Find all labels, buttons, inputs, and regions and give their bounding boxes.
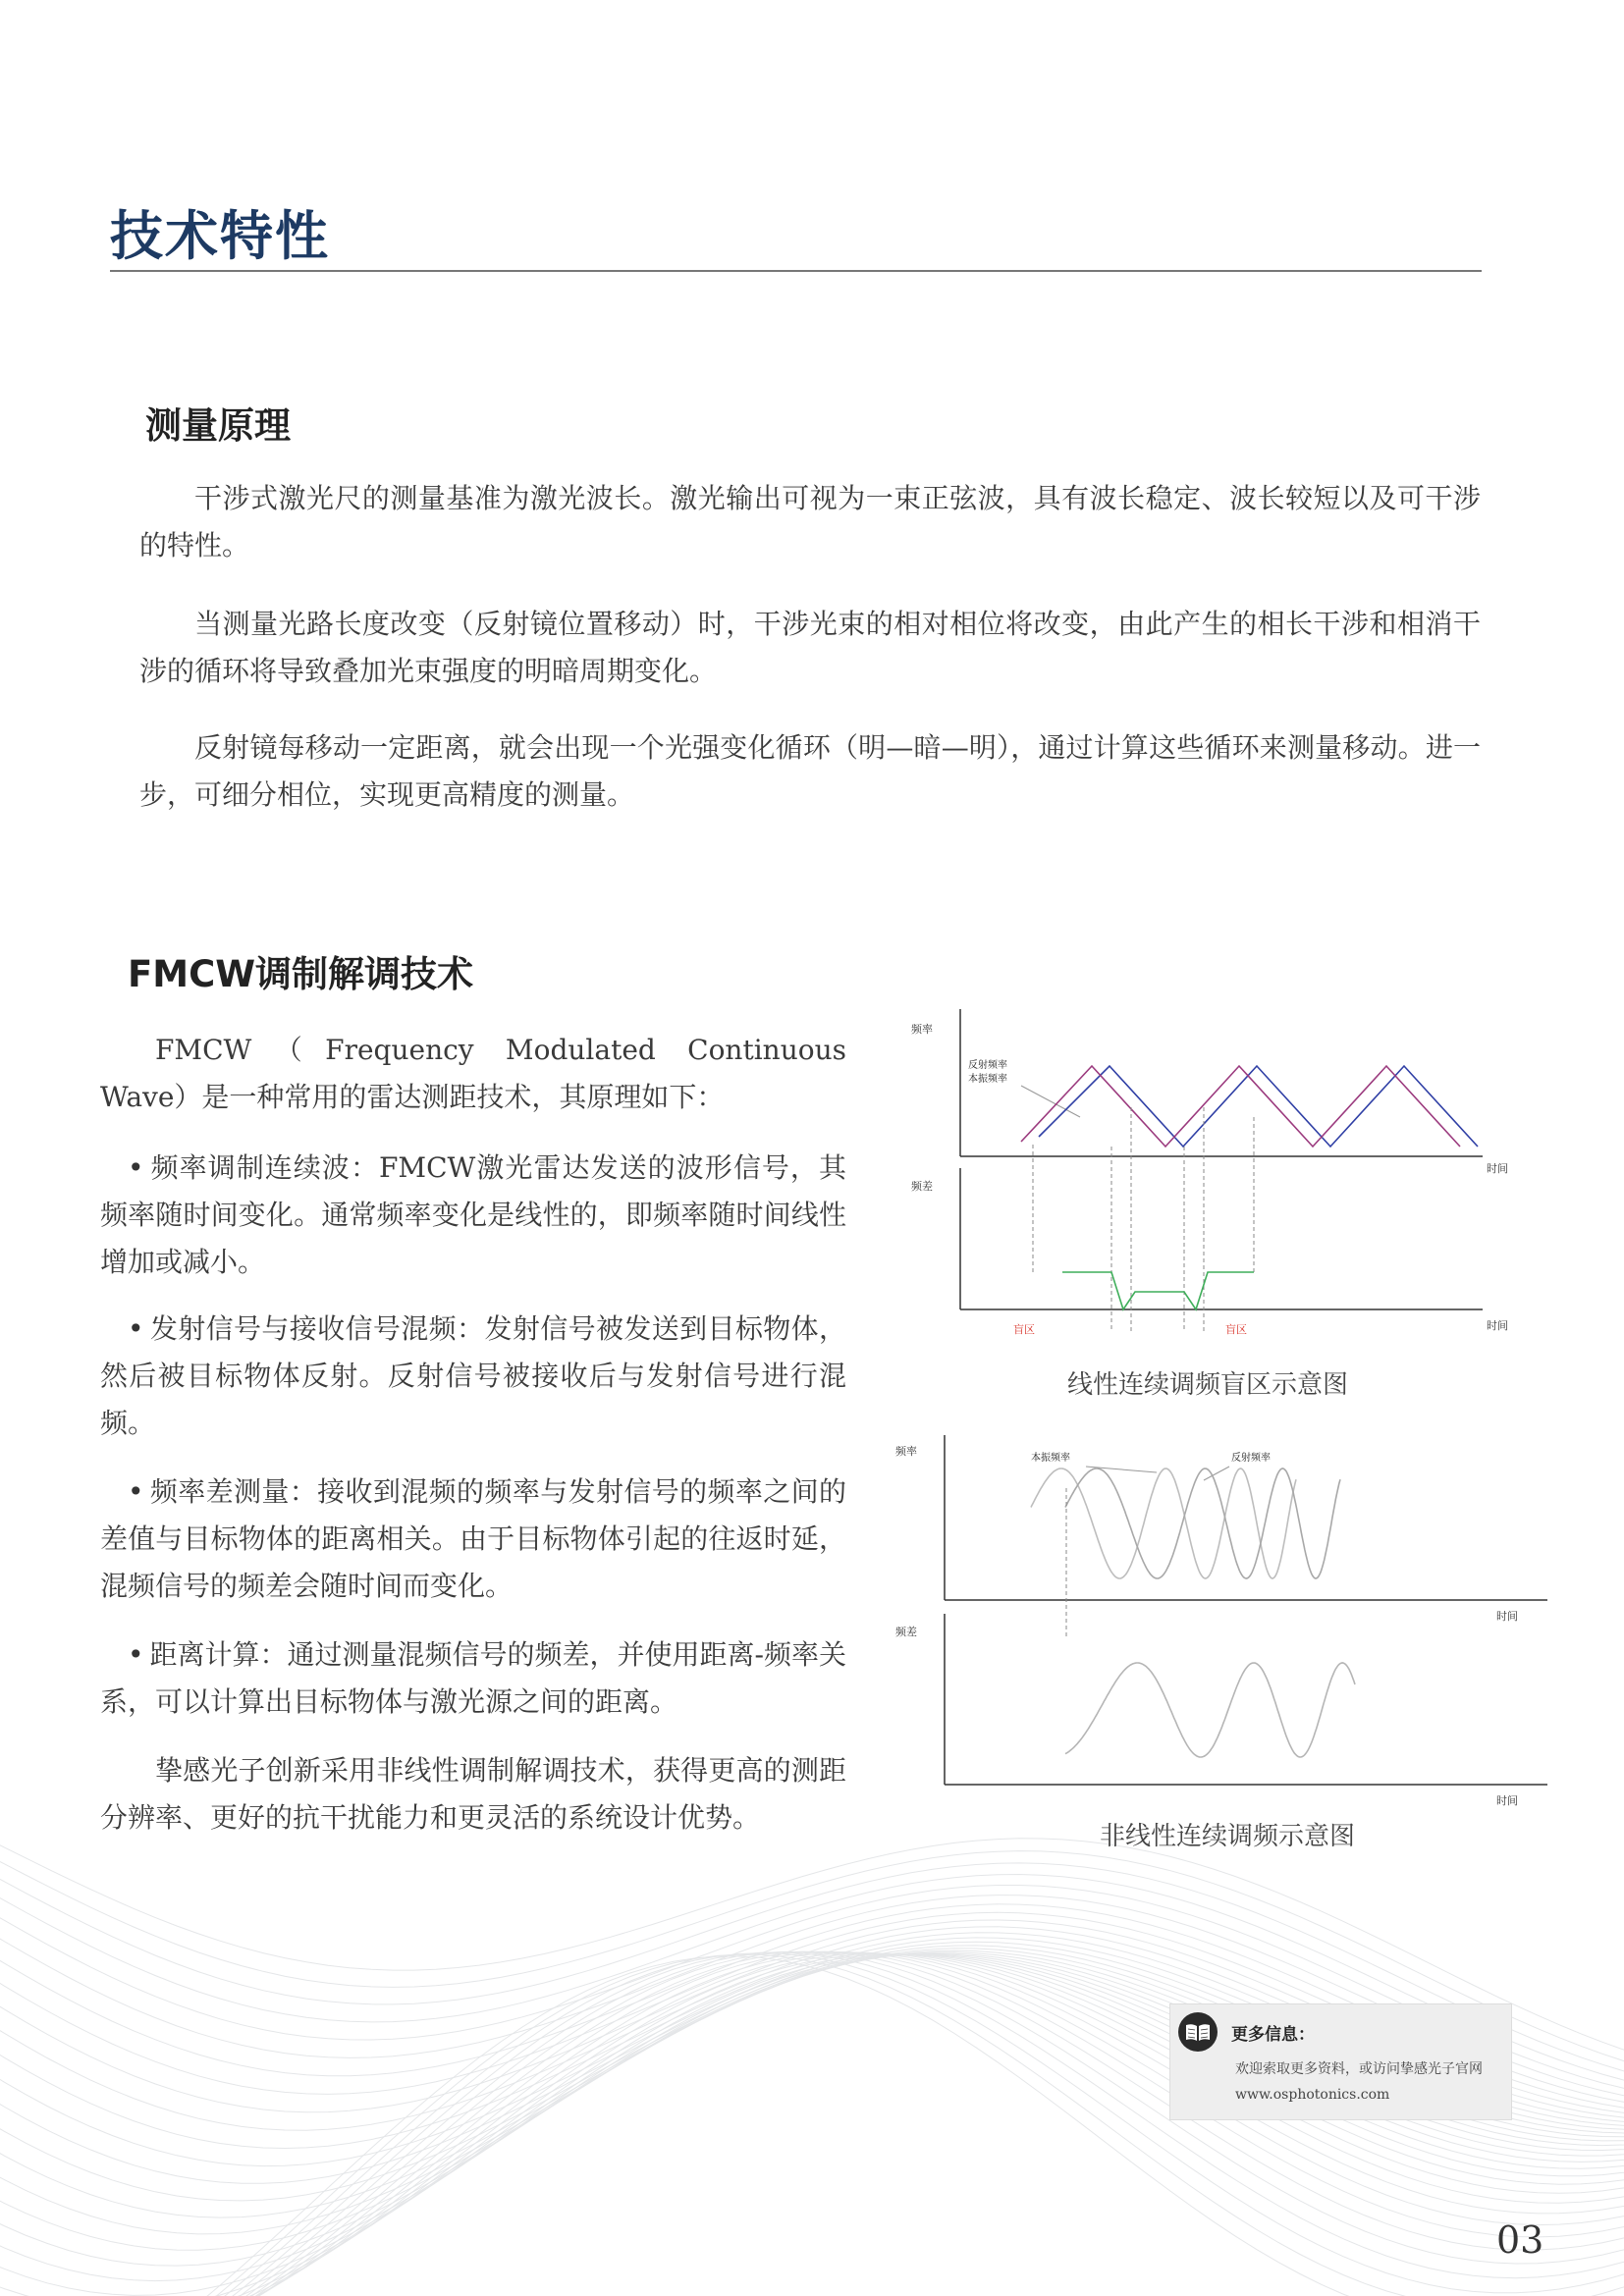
- bullet-dot: •: [128, 1151, 144, 1184]
- d1-frequency-difference-line: [1062, 1272, 1254, 1309]
- fmcw-closing: 挚感光子创新采用非线性调制解调技术，获得更高的测距分辨率、更好的抗干扰能力和更灵活的系统设计优势。: [100, 1754, 846, 1834]
- d2-y-label-top: 频率: [895, 1445, 917, 1458]
- page-number: 03: [1496, 2218, 1544, 2262]
- section-title-measurement-principle: 测量原理: [145, 404, 291, 447]
- principle-paragraph-3: 反射镜每移动一定距离，就会出现一个光强变化循环（明—暗—明），通过计算这些循环来测量移动。进一步，可细分相位，实现更高精度的测量。: [139, 731, 1481, 811]
- fmcw-bullet-3: [100, 1468, 846, 1610]
- fmcw-intro: FMCW（Frequency Modulated Continuous Wave）是一种常用的雷达测距技术，其原理如下：: [100, 1034, 846, 1113]
- d2-x-label-top: 时间: [1496, 1610, 1518, 1623]
- fmcw-bullet-1: [100, 1145, 846, 1286]
- d1-x-label-top: 时间: [1487, 1162, 1508, 1175]
- d2-x-label-bottom: 时间: [1496, 1794, 1518, 1807]
- d1-reflected-frequency-line: [1039, 1066, 1478, 1147]
- d1-x-label-bottom: 时间: [1487, 1319, 1508, 1332]
- principle-paragraph-1: 干涉式激光尺的测量基准为激光波长。激光输出可视为一束正弦波，具有波长稳定、波长较短以及可干涉的特性。: [139, 482, 1481, 561]
- d2-legend-pointer-1: [1086, 1467, 1157, 1472]
- d1-local-frequency-line: [1021, 1066, 1460, 1147]
- more-info-text: 欢迎索取更多资料，或访问挚感光子官网: [1235, 2061, 1483, 2077]
- d1-legend-local: 本振频率: [968, 1074, 1007, 1085]
- d1-caption: 线性连续调频盲区示意图: [1066, 1370, 1348, 1400]
- bullet-dot: •: [128, 1312, 144, 1345]
- bullet-dot: •: [128, 1638, 144, 1671]
- fmcw-bullet-4: [100, 1631, 846, 1726]
- bullet-dot: •: [128, 1475, 144, 1508]
- title-divider: [110, 270, 1482, 272]
- d1-y-label-top: 频率: [911, 1023, 933, 1036]
- bullet-text: 频率差测量：接收到混频的频率与发射信号的频率之间的差值与目标物体的距离相关。由于目标物体引起的往返时延，混频信号的频差会随时间而变化。: [100, 1475, 846, 1602]
- more-info-title: 更多信息：: [1231, 2025, 1315, 2045]
- d1-guide-lines: [1033, 1107, 1254, 1331]
- d1-y-label-bottom: 频差: [911, 1180, 933, 1193]
- d1-blind-zone-label-2: 盲区: [1225, 1323, 1247, 1336]
- page-title: 技术特性: [110, 205, 330, 267]
- d2-frequency-difference-curve: [1065, 1663, 1355, 1757]
- book-icon: [1176, 2010, 1219, 2054]
- d1-legend-pointer: [1021, 1086, 1080, 1117]
- principle-paragraph-2: 当测量光路长度改变（反射镜位置移动）时，干涉光束的相对相位将改变，由此产生的相长干涉和相消干涉的循环将导致叠加光束强度的明暗周期变化。: [139, 608, 1481, 687]
- bullet-text: 频率调制连续波：FMCW激光雷达发送的波形信号，其频率随时间变化。通常频率变化是线性的，即频率随时间线性增加或减小。: [100, 1151, 846, 1278]
- bullet-text: 距离计算：通过测量混频信号的频差，并使用距离-频率关系，可以计算出目标物体与激光源之间的距离。: [100, 1638, 846, 1718]
- fmcw-bullet-2: [100, 1306, 846, 1447]
- d2-caption: 非线性连续调频示意图: [1099, 1822, 1355, 1851]
- website-link[interactable]: www.osphotonics.com: [1235, 2087, 1390, 2103]
- bullet-text: 发射信号与接收信号混频：发射信号被发送到目标物体，然后被目标物体反射。反射信号被接收后与发射信号进行混频。: [100, 1312, 846, 1439]
- nonlinear-fmcw-diagram: [884, 1425, 1571, 1818]
- d2-y-label-bottom: 频差: [895, 1626, 917, 1638]
- d2-legend-reflected: 反射频率: [1231, 1453, 1271, 1464]
- section-title-fmcw: FMCW调制解调技术: [128, 953, 474, 995]
- more-info-box: [1169, 2003, 1512, 2120]
- d1-legend-reflected: 反射频率: [968, 1060, 1007, 1071]
- d1-blind-zone-label-1: 盲区: [1013, 1323, 1035, 1336]
- d2-legend-local: 本振频率: [1031, 1453, 1070, 1464]
- linear-fmcw-diagram: [884, 999, 1532, 1353]
